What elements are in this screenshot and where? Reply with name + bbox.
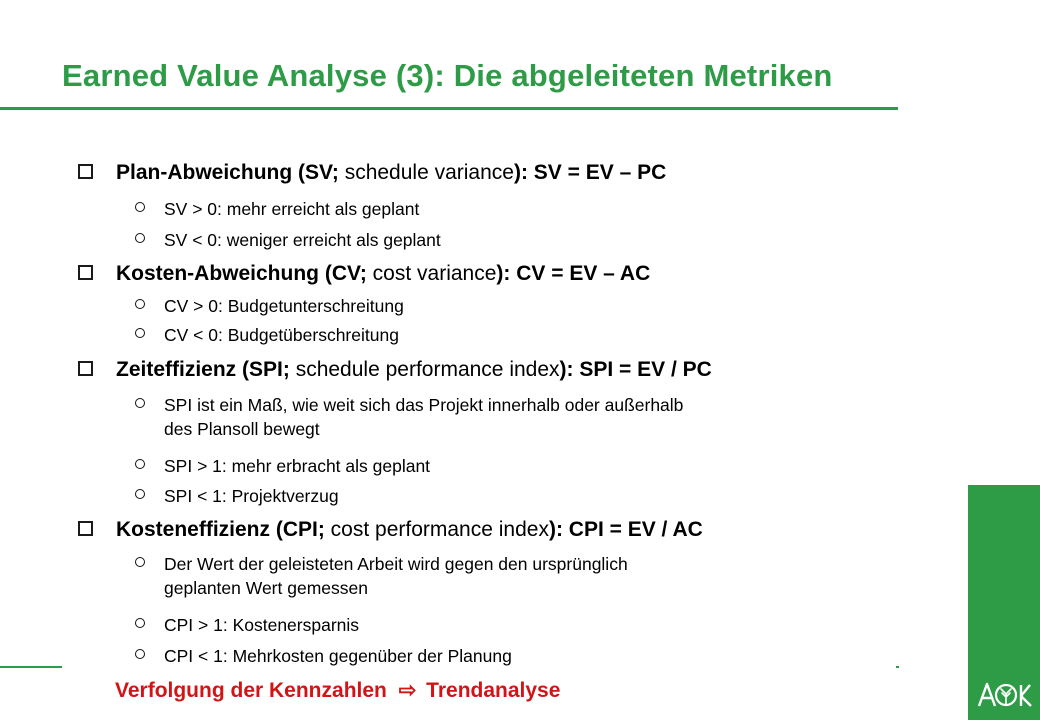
sub-bullet-text: SV < 0: weniger erreicht als geplant xyxy=(164,230,441,250)
circle-bullet-icon xyxy=(135,233,145,243)
footer-text: Verfolgung der Kennzahlen xyxy=(115,679,387,702)
bottom-divider xyxy=(0,666,62,668)
circle-bullet-icon xyxy=(135,328,145,338)
arrow-right-icon: ⇨ xyxy=(398,679,417,702)
bullet-term: schedule performance index xyxy=(289,358,560,381)
sub-bullet-text: des Plansoll bewegt xyxy=(164,419,320,439)
circle-bullet-icon xyxy=(135,459,145,469)
sub-bullet-text: CV > 0: Budgetunterschreitung xyxy=(164,296,404,316)
sub-bullet-text: CPI > 1: Kostenersparnis xyxy=(164,615,360,635)
circle-bullet-icon xyxy=(135,649,145,659)
checkbox-bullet-icon xyxy=(78,361,93,376)
sub-bullet-text: CV < 0: Budgetüberschreitung xyxy=(164,325,399,345)
aok-logo xyxy=(975,676,1035,712)
checkbox-bullet-icon xyxy=(78,265,93,280)
bullet-term: schedule variance xyxy=(338,161,514,184)
sub-bullet-text: CPI < 1: Mehrkosten gegenüber der Planung xyxy=(164,646,512,666)
footer-target: Trendanalyse xyxy=(426,679,561,702)
slide-title: Earned Value Analyse (3): Die abgeleiteten Metriken xyxy=(62,58,833,93)
circle-bullet-icon xyxy=(135,398,145,408)
bullet-term: cost performance index xyxy=(324,518,549,541)
bullet-label: Kosteneffizienz (CPI; xyxy=(116,518,325,541)
bullet-label: Zeiteffizienz (SPI; xyxy=(116,358,290,381)
footer-note xyxy=(115,678,560,703)
bullet-formula: ): CPI = EV / AC xyxy=(548,518,703,541)
bullet-formula: ): SV = EV – PC xyxy=(513,161,667,184)
sub-bullet-text: SPI ist ein Maß, wie weit sich das Projekt innerhalb oder außerhalb xyxy=(164,395,684,415)
sub-bullet-text: Der Wert der geleisteten Arbeit wird gegen den ursprünglich xyxy=(164,554,628,574)
circle-bullet-icon xyxy=(135,299,145,309)
sub-bullet-text: SV > 0: mehr erreicht als geplant xyxy=(164,199,420,219)
checkbox-bullet-icon xyxy=(78,521,93,536)
circle-bullet-icon xyxy=(135,618,145,628)
bullet-formula: ): CV = EV – AC xyxy=(496,262,651,285)
bullet-label: Plan-Abweichung (SV; xyxy=(116,161,339,184)
sub-bullet-text: geplanten Wert gemessen xyxy=(164,578,368,598)
bullet-term: cost variance xyxy=(366,262,497,285)
bullet-formula: ): SPI = EV / PC xyxy=(559,358,712,381)
sub-bullet-text: SPI > 1: mehr erbracht als geplant xyxy=(164,456,431,476)
circle-bullet-icon xyxy=(135,202,145,212)
sub-bullet-text: SPI < 1: Projektverzug xyxy=(164,486,339,506)
bullet-label: Kosten-Abweichung (CV; xyxy=(116,262,367,285)
title-divider xyxy=(0,107,898,110)
circle-bullet-icon xyxy=(135,489,145,499)
bottom-divider-end xyxy=(896,666,899,668)
circle-bullet-icon xyxy=(135,557,145,567)
checkbox-bullet-icon xyxy=(78,164,93,179)
